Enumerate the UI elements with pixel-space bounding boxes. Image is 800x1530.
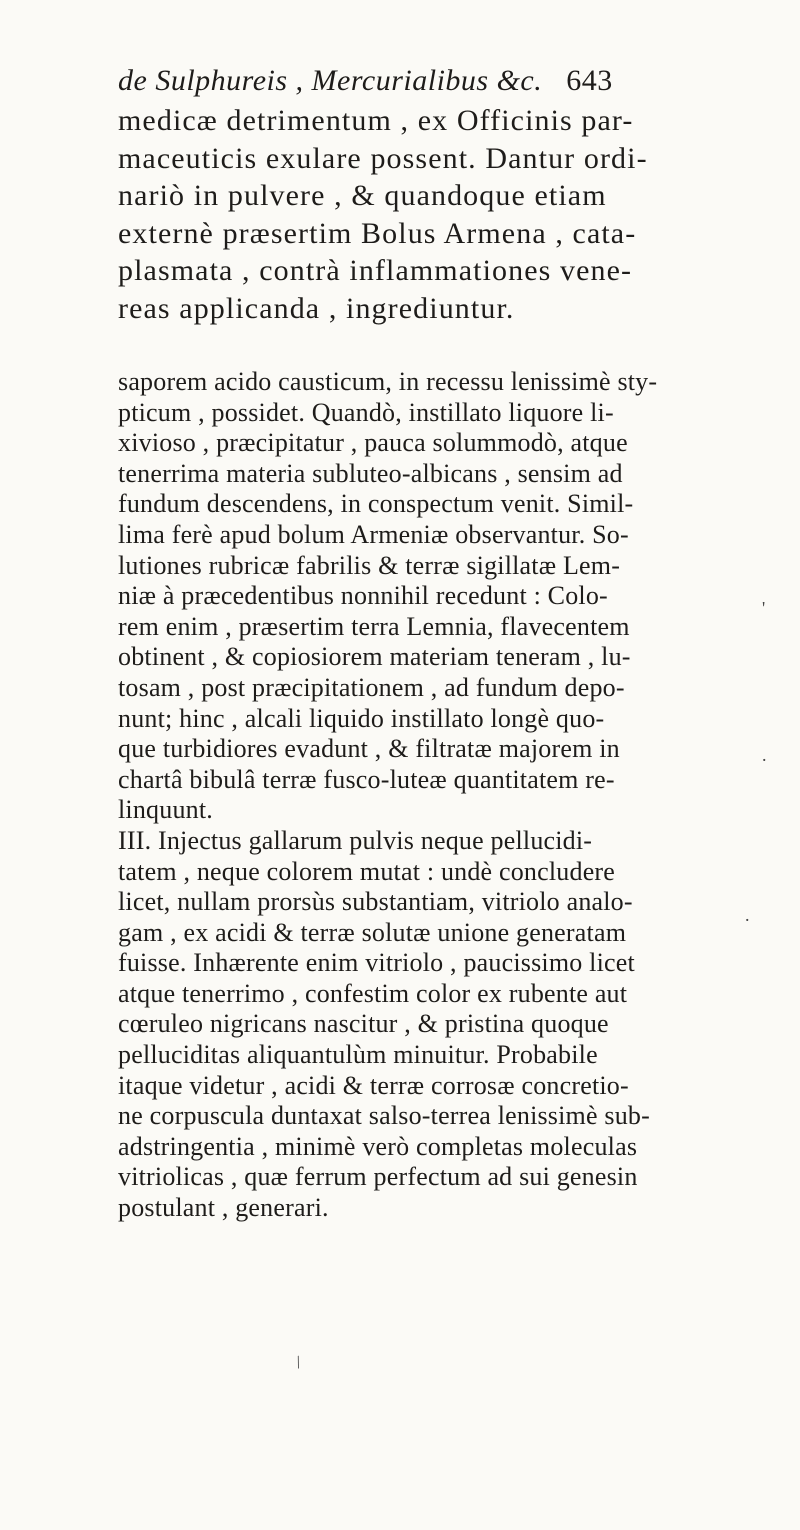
text-line: pticum , possidet. Quandò, instillato liquore li- <box>118 397 614 427</box>
text-line: tatem , neque colorem mutat : undè concludere <box>118 856 616 886</box>
text-line: lutiones rubricæ fabrilis & terræ sigillatæ Lem- <box>118 550 621 580</box>
text-line: saporem acido causticum, in recessu lenissimè sty- <box>118 367 658 396</box>
text-line: obtinent , & copiosiorem materiam teneram , lu- <box>118 642 631 672</box>
running-head <box>118 64 718 98</box>
text-line: atque tenerrimo , confestim color ex rubente aut <box>118 978 628 1008</box>
lower-text-block <box>118 367 657 1224</box>
text-line: que turbidiores evadunt , & filtratæ majorem in <box>118 734 620 764</box>
text-line: adstringentia , minimè verò completas moleculas <box>118 1131 638 1161</box>
text-line: postulant , generari. <box>118 1193 329 1223</box>
text-line: pelluciditas aliquantulùm minuitur. Probabile <box>118 1040 598 1070</box>
text-line: ne corpuscula duntaxat salso-terrea lenissimè sub- <box>118 1101 650 1131</box>
margin-mark: ' <box>762 598 766 618</box>
text-line: itaque videtur , acidi & terræ corrosæ concretio- <box>118 1070 629 1100</box>
text-line: tenerrima materia subluteo-albicans , sensim ad <box>118 458 623 488</box>
text-line: externè præsertim Bolus Armena , cata- <box>118 216 637 250</box>
text-line: tosam , post præcipitationem , ad fundum depo- <box>118 672 625 702</box>
text-line: nariò in pulvere , & quandoque etiam <box>118 179 607 212</box>
upper-text-block <box>118 102 648 327</box>
margin-mark: . <box>745 905 750 925</box>
text-line: medicæ detrimentum , ex Officinis par- <box>118 104 634 137</box>
text-line: linquunt. <box>118 795 213 825</box>
text-line: plasmata , contrà inflammationes vene- <box>118 254 633 287</box>
text-line: chartâ bibulâ terræ fusco-luteæ quantitatem re- <box>118 764 615 794</box>
text-line: licet, nullam prorsùs substantiam, vitriolo analo- <box>118 887 633 917</box>
margin-mark: . <box>762 745 767 765</box>
text-line: niæ à præcedentibus nonnihil recedunt : Colo- <box>118 581 608 611</box>
text-line: reas applicanda , ingrediuntur. <box>118 291 515 325</box>
text-line: maceuticis exulare possent. Dantur ordi- <box>118 141 648 175</box>
text-line: fundum descendens, in conspectum venit. Simil- <box>118 489 634 519</box>
text-line: vitriolicas , quæ ferrum perfectum ad sui genesin <box>118 1162 638 1192</box>
page-number: 643 <box>566 64 613 97</box>
text-line: gam , ex acidi & terræ solutæ unione generatam <box>118 917 627 947</box>
text-line: III. Injectus gallarum pulvis neque pellucidi- <box>118 825 593 855</box>
margin-mark: / <box>292 1351 305 1373</box>
text-line: rem enim , præsertim terra Lemnia, flavecentem <box>118 611 630 641</box>
text-line: lima ferè apud bolum Armeniæ observantur. So- <box>118 519 629 549</box>
text-line: fuisse. Inhærente enim vitriolo , paucissimo licet <box>118 948 635 978</box>
text-line: cœruleo nigricans nascitur , & pristina quoque <box>118 1009 609 1039</box>
text-line: xivioso , præcipitatur , pauca solummodò, atque <box>118 428 628 458</box>
text-line: nunt; hinc , alcali liquido instillato longè quo- <box>118 703 605 733</box>
running-head-title: de Sulphureis , Mercurialibus &c. <box>118 64 543 97</box>
